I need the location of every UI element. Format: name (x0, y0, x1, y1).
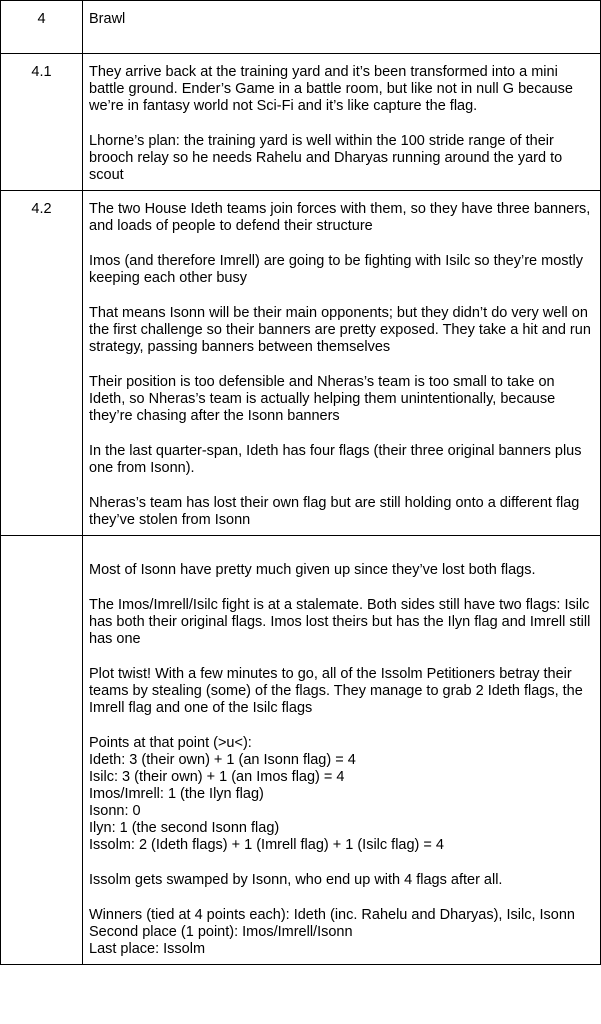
paragraph: In the last quarter-span, Ideth has four flags (their three original banners plus one from Isonn). (89, 443, 582, 476)
table-row (1, 54, 601, 191)
section-heading: Brawl (89, 11, 126, 27)
results-list: Winners (tied at 4 points each): Ideth (inc. Rahelu and Dharyas), Isilc, Isonn Second place (1 point): Imos/Imrell/Isonn Last place: Issolm (89, 907, 575, 957)
paragraph: Imos (and therefore Imrell) are going to be fighting with Isilc so they’re mostly keeping each other busy (89, 253, 584, 286)
paragraph: Lhorne’s plan: the training yard is well within the 100 stride range of their brooch relay so he needs Rahelu and Dharyas running around the yard to scout (89, 133, 563, 183)
paragraph: Plot twist! With a few minutes to go, all of the Issolm Petitioners betray their teams by stealing (some) of the flags. They manage to grab 2 Ideth flags, the Imrell flag and one of the Isilc flags (89, 666, 583, 716)
paragraph: They arrive back at the training yard and it’s been transformed into a mini battle ground. Ender’s Game in a battle room, but like not in null G because we’re in fantasy world not Sci-Fi and it’s like capture the flag. (89, 64, 573, 114)
table-row (1, 536, 601, 965)
table-row (1, 1, 601, 54)
paragraph: Issolm gets swamped by Isonn, who end up with 4 flags after all. (89, 872, 503, 888)
paragraph: Most of Isonn have pretty much given up since they’ve lost both flags. (89, 562, 536, 578)
row-text[interactable] (83, 191, 601, 536)
row-text[interactable] (83, 1, 601, 54)
paragraph: That means Isonn will be their main opponents; but they didn’t do very well on the first challenge so their banners are pretty exposed. They take a hit and run strategy, passing banners between themselves (89, 305, 591, 355)
table-row (1, 191, 601, 536)
row-number (1, 536, 83, 965)
row-number: 4 (1, 1, 83, 54)
row-text[interactable] (83, 54, 601, 191)
row-number: 4.1 (1, 54, 83, 191)
points-list: Points at that point (>u<): Ideth: 3 (their own) + 1 (an Isonn flag) = 4 Isilc: 3 (their own) + 1 (an Imos flag) = 4 Imos/Imrell: 1 (the Ilyn flag) Isonn: 0 Ilyn: 1 (the second Isonn flag) Issolm: 2 (Ideth flags) + 1 (Imrell flag) + 1 (Isilc flag) = 4 (89, 735, 444, 853)
row-text[interactable] (83, 536, 601, 965)
paragraph: Nheras’s team has lost their own flag but are still holding onto a different flag they’ve stolen from Isonn (89, 495, 580, 528)
paragraph: Their position is too defensible and Nheras’s team is too small to take on Ideth, so Nheras’s team is actually helping them unintentionally, because they’re chasing after the Isonn banners (89, 374, 556, 424)
row-number: 4.2 (1, 191, 83, 536)
paragraph: The Imos/Imrell/Isilc fight is at a stalemate. Both sides still have two flags: Isilc has both their original flags. Imos lost theirs but has the Ilyn flag and Imrell still has one (89, 597, 591, 647)
paragraph: The two House Ideth teams join forces with them, so they have three banners, and loads of people to defend their structure (89, 201, 591, 234)
